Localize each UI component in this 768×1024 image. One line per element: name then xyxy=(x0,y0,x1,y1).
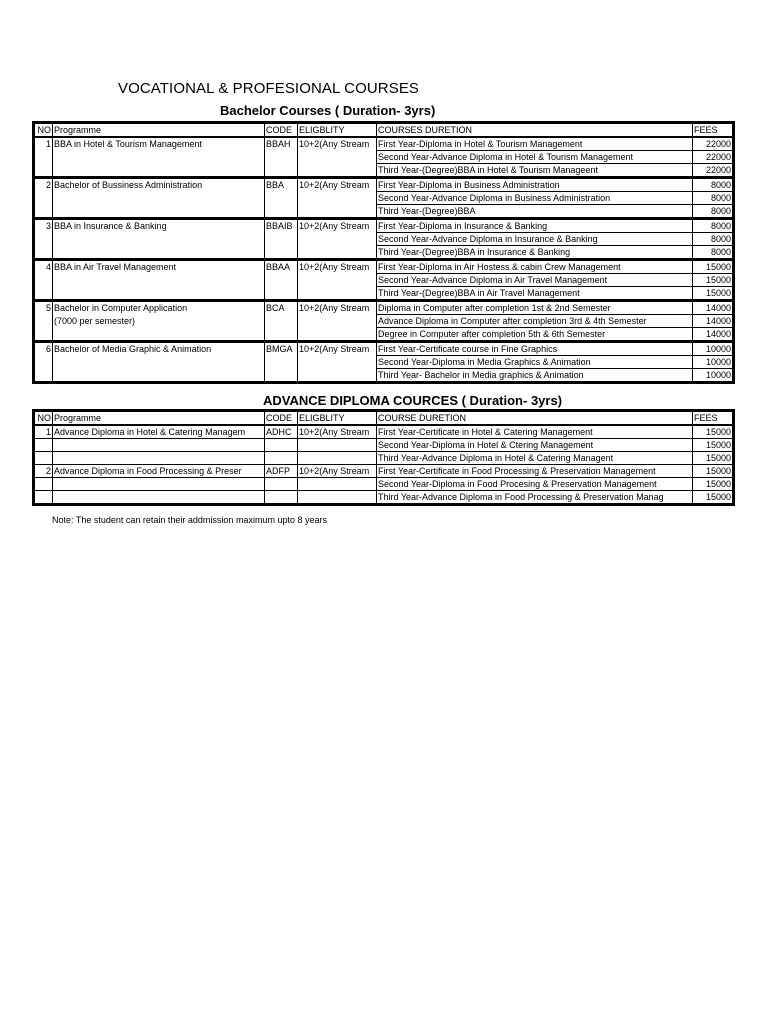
cell-no xyxy=(34,491,53,505)
cell-programme: BBA in Air Travel Management xyxy=(53,260,265,274)
table-row xyxy=(34,478,734,491)
cell-course: Second Year-Advance Diploma in Hotel & Tourism Management xyxy=(377,151,693,164)
cell-eligibility: 10+2(Any Stream xyxy=(298,137,377,151)
table-row xyxy=(34,315,734,328)
cell-course: First Year-Diploma in Business Administration xyxy=(377,178,693,192)
cell-course: Third Year- Bachelor in Media graphics & Animation xyxy=(377,369,693,383)
header-no: NO xyxy=(34,411,53,426)
cell-fees: 15000 xyxy=(693,465,734,478)
header-fees: FEES xyxy=(693,411,734,426)
cell-code xyxy=(265,439,298,452)
cell-course: First Year-Diploma in Air Hostess & cabin Crew Management xyxy=(377,260,693,274)
cell-fees: 15000 xyxy=(693,425,734,439)
cell-programme xyxy=(53,478,265,491)
cell-programme xyxy=(53,491,265,505)
cell-course: Degree in Computer after completion 5th & 6th Semester xyxy=(377,328,693,342)
cell-eligibility xyxy=(298,192,377,205)
cell-programme xyxy=(53,287,265,301)
cell-no: 1 xyxy=(34,137,53,151)
table-row xyxy=(34,287,734,301)
cell-programme: Bachelor of Media Graphic & Animation xyxy=(53,342,265,356)
cell-programme: Bachelor in Computer Application xyxy=(53,301,265,315)
cell-course: Third Year-(Degree)BBA in Air Travel Management xyxy=(377,287,693,301)
cell-course: Third Year-(Degree)BBA xyxy=(377,205,693,219)
cell-programme: (7000 per semester) xyxy=(53,315,265,328)
cell-no xyxy=(34,356,53,369)
cell-course: First Year-Diploma in Hotel & Tourism Management xyxy=(377,137,693,151)
cell-code: BBAIB xyxy=(265,219,298,233)
cell-code xyxy=(265,369,298,383)
cell-programme xyxy=(53,151,265,164)
cell-code: BBAH xyxy=(265,137,298,151)
cell-fees: 15000 xyxy=(693,491,734,505)
cell-programme xyxy=(53,452,265,465)
table-row xyxy=(34,178,734,192)
bachelor-courses-table xyxy=(32,121,735,384)
cell-programme xyxy=(53,233,265,246)
cell-no xyxy=(34,164,53,178)
cell-programme: Advance Diploma in Hotel & Catering Managem xyxy=(53,425,265,439)
cell-course: First Year-Certificate in Food Processing & Preservation Management xyxy=(377,465,693,478)
cell-eligibility xyxy=(298,315,377,328)
cell-no: 2 xyxy=(34,465,53,478)
cell-programme xyxy=(53,439,265,452)
cell-course: First Year-Diploma in Insurance & Banking xyxy=(377,219,693,233)
cell-no xyxy=(34,246,53,260)
cell-eligibility xyxy=(298,491,377,505)
table-row xyxy=(34,342,734,356)
table-row xyxy=(34,356,734,369)
cell-no xyxy=(34,205,53,219)
cell-programme xyxy=(53,246,265,260)
cell-code xyxy=(265,315,298,328)
cell-no xyxy=(34,233,53,246)
cell-fees: 14000 xyxy=(693,328,734,342)
cell-code xyxy=(265,246,298,260)
header-eligibility: ELIGBLITY xyxy=(298,411,377,426)
table-row xyxy=(34,369,734,383)
table-row xyxy=(34,246,734,260)
cell-no xyxy=(34,439,53,452)
table-header-row xyxy=(34,411,734,426)
cell-fees: 10000 xyxy=(693,369,734,383)
table-row xyxy=(34,192,734,205)
cell-no xyxy=(34,287,53,301)
cell-code: ADHC xyxy=(265,425,298,439)
page-title: VOCATIONAL & PROFESIONAL COURSES xyxy=(118,80,420,97)
table-row xyxy=(34,328,734,342)
cell-code xyxy=(265,192,298,205)
cell-programme xyxy=(53,369,265,383)
cell-eligibility xyxy=(298,439,377,452)
cell-fees: 15000 xyxy=(693,260,734,274)
cell-eligibility: 10+2(Any Stream xyxy=(298,465,377,478)
cell-no: 6 xyxy=(34,342,53,356)
cell-no: 5 xyxy=(34,301,53,315)
header-fees: FEES xyxy=(693,123,734,138)
cell-no xyxy=(34,274,53,287)
cell-fees: 22000 xyxy=(693,137,734,151)
cell-code xyxy=(265,328,298,342)
cell-programme: Advance Diploma in Food Processing & Preser xyxy=(53,465,265,478)
cell-fees: 8000 xyxy=(693,246,734,260)
cell-programme xyxy=(53,328,265,342)
cell-programme xyxy=(53,274,265,287)
cell-fees: 22000 xyxy=(693,164,734,178)
cell-code: BBAA xyxy=(265,260,298,274)
cell-eligibility xyxy=(298,328,377,342)
cell-no: 4 xyxy=(34,260,53,274)
table-row xyxy=(34,219,734,233)
table-row xyxy=(34,137,734,151)
table-row xyxy=(34,274,734,287)
table-row xyxy=(34,205,734,219)
cell-eligibility: 10+2(Any Stream xyxy=(298,301,377,315)
cell-fees: 15000 xyxy=(693,287,734,301)
bachelor-section-title: Bachelor Courses ( Duration- 3yrs) xyxy=(220,103,436,118)
cell-eligibility xyxy=(298,274,377,287)
cell-code xyxy=(265,478,298,491)
header-code: CODE xyxy=(265,411,298,426)
cell-no xyxy=(34,369,53,383)
cell-no xyxy=(34,478,53,491)
cell-course: Third Year-Advance Diploma in Hotel & Catering Managent xyxy=(377,452,693,465)
cell-code xyxy=(265,233,298,246)
cell-programme: Bachelor of Bussiness Administration xyxy=(53,178,265,192)
cell-course: Second Year-Diploma in Media Graphics & Animation xyxy=(377,356,693,369)
cell-code xyxy=(265,151,298,164)
cell-course: Advance Diploma in Computer after completion 3rd & 4th Semester xyxy=(377,315,693,328)
cell-fees: 15000 xyxy=(693,478,734,491)
cell-code xyxy=(265,205,298,219)
cell-fees: 8000 xyxy=(693,205,734,219)
cell-course: Diploma in Computer after completion 1st & 2nd Semester xyxy=(377,301,693,315)
cell-no: 1 xyxy=(34,425,53,439)
cell-fees: 14000 xyxy=(693,315,734,328)
header-course: COURSE DURETION xyxy=(377,411,693,426)
cell-course: First Year-Certificate course in Fine Graphics xyxy=(377,342,693,356)
admission-note: Note: The student can retain their addmission maximum upto 8 years xyxy=(52,515,327,525)
cell-fees: 15000 xyxy=(693,452,734,465)
cell-code xyxy=(265,274,298,287)
cell-no xyxy=(34,151,53,164)
cell-code xyxy=(265,356,298,369)
cell-code xyxy=(265,287,298,301)
table-row xyxy=(34,425,734,439)
cell-programme: BBA in Insurance & Banking xyxy=(53,219,265,233)
header-programme: Programme xyxy=(53,411,265,426)
cell-eligibility xyxy=(298,246,377,260)
cell-fees: 10000 xyxy=(693,342,734,356)
cell-eligibility xyxy=(298,151,377,164)
cell-eligibility: 10+2(Any Stream xyxy=(298,178,377,192)
cell-programme xyxy=(53,192,265,205)
table-header-row xyxy=(34,123,734,138)
table-row xyxy=(34,164,734,178)
cell-eligibility xyxy=(298,369,377,383)
table-row xyxy=(34,452,734,465)
cell-eligibility xyxy=(298,205,377,219)
cell-eligibility: 10+2(Any Stream xyxy=(298,219,377,233)
cell-code: BMGA xyxy=(265,342,298,356)
cell-fees: 10000 xyxy=(693,356,734,369)
cell-fees: 8000 xyxy=(693,192,734,205)
cell-no xyxy=(34,452,53,465)
cell-programme xyxy=(53,164,265,178)
header-code: CODE xyxy=(265,123,298,138)
cell-code: ADFP xyxy=(265,465,298,478)
cell-course: Second Year-Advance Diploma in Insurance & Banking xyxy=(377,233,693,246)
cell-fees: 8000 xyxy=(693,178,734,192)
cell-fees: 8000 xyxy=(693,233,734,246)
cell-eligibility xyxy=(298,478,377,491)
cell-fees: 22000 xyxy=(693,151,734,164)
cell-eligibility xyxy=(298,356,377,369)
table-row xyxy=(34,491,734,505)
advance-section-title: ADVANCE DIPLOMA COURCES ( Duration- 3yrs) xyxy=(263,393,563,408)
cell-course: First Year-Certificate in Hotel & Catering Management xyxy=(377,425,693,439)
cell-course: Second Year-Advance Diploma in Business Administration xyxy=(377,192,693,205)
cell-eligibility xyxy=(298,233,377,246)
cell-course: Third Year-(Degree)BBA in Insurance & Banking xyxy=(377,246,693,260)
cell-course: Second Year-Diploma in Hotel & Ctering Management xyxy=(377,439,693,452)
cell-eligibility: 10+2(Any Stream xyxy=(298,425,377,439)
advance-diploma-table xyxy=(32,409,735,506)
cell-eligibility xyxy=(298,452,377,465)
header-course: COURSES DURETION xyxy=(377,123,693,138)
cell-fees: 15000 xyxy=(693,439,734,452)
cell-eligibility xyxy=(298,287,377,301)
cell-fees: 15000 xyxy=(693,274,734,287)
cell-fees: 8000 xyxy=(693,219,734,233)
cell-code: BBA xyxy=(265,178,298,192)
cell-course: Second Year-Diploma in Food Procesing & Preservation Management xyxy=(377,478,693,491)
cell-no: 3 xyxy=(34,219,53,233)
header-no: NO xyxy=(34,123,53,138)
cell-programme xyxy=(53,356,265,369)
cell-code xyxy=(265,452,298,465)
table-row xyxy=(34,260,734,274)
cell-no xyxy=(34,192,53,205)
cell-no xyxy=(34,315,53,328)
cell-no: 2 xyxy=(34,178,53,192)
header-eligibility: ELIGBLITY xyxy=(298,123,377,138)
cell-eligibility: 10+2(Any Stream xyxy=(298,342,377,356)
cell-eligibility xyxy=(298,164,377,178)
cell-no xyxy=(34,328,53,342)
cell-programme: BBA in Hotel & Tourism Management xyxy=(53,137,265,151)
cell-course: Second Year-Advance Diploma in Air Travel Management xyxy=(377,274,693,287)
cell-code xyxy=(265,164,298,178)
cell-course: Third Year-Advance Diploma in Food Processing & Preservation Manag xyxy=(377,491,693,505)
table-row xyxy=(34,151,734,164)
cell-programme xyxy=(53,205,265,219)
cell-fees: 14000 xyxy=(693,301,734,315)
cell-code: BCA xyxy=(265,301,298,315)
cell-code xyxy=(265,491,298,505)
header-programme: Programme xyxy=(53,123,265,138)
table-row xyxy=(34,439,734,452)
cell-eligibility: 10+2(Any Stream xyxy=(298,260,377,274)
cell-course: Third Year-(Degree)BBA in Hotel & Tourism Manageent xyxy=(377,164,693,178)
table-row xyxy=(34,233,734,246)
table-row xyxy=(34,465,734,478)
table-row xyxy=(34,301,734,315)
